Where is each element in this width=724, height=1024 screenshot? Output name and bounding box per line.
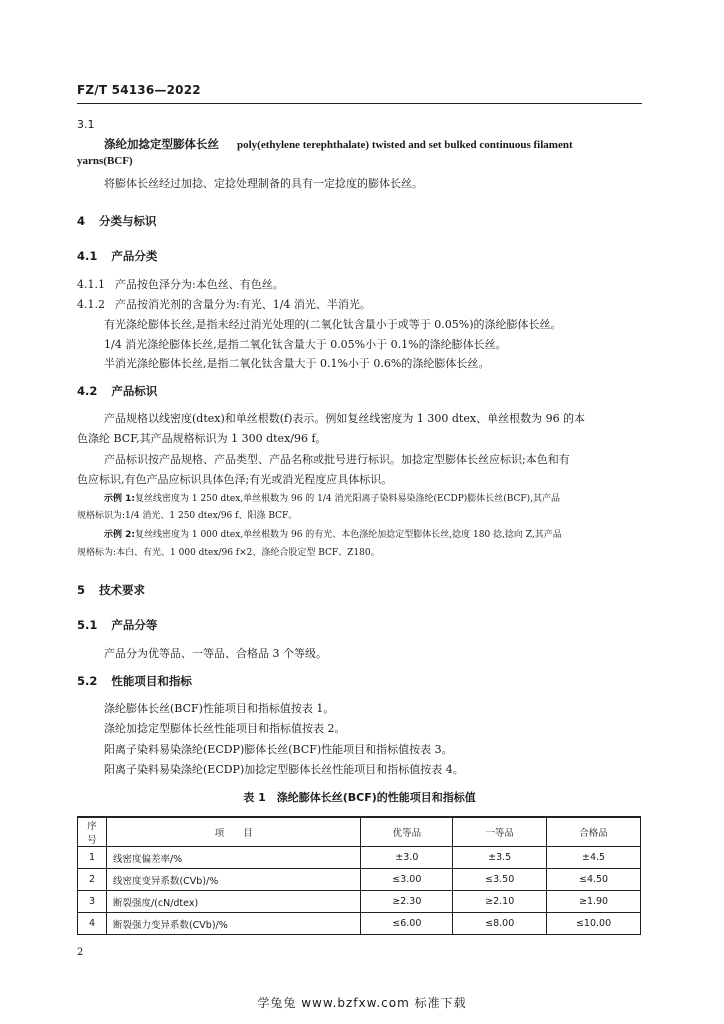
table-1-title: 表 1 涤纶膨体长丝(BCF)的性能项目和指标值	[243, 791, 476, 804]
clause-3-1-definition: 将膨体长丝经过加捻、定捻处理制备的具有一定捻度的膨体长丝。	[104, 177, 423, 190]
clause-3-1-term	[104, 136, 573, 152]
table-header-row	[78, 817, 641, 847]
clause-4-2-para1-line1: 产品规格以线密度(dtex)和单丝根数(f)表示。例如复丝线密度为 1 300 dtex、单丝根数为 96 的本	[104, 412, 586, 425]
clause-5-2-line2: 涤纶加捻定型膨体长丝性能项目和指标值按表 2。	[104, 722, 346, 735]
cell-superior: ±3.0	[361, 847, 453, 869]
table-row	[78, 869, 641, 891]
example-1-line2: 规格标识为:1/4 消光、1 250 dtex/96 f、阳涤 BCF。	[77, 511, 298, 521]
cell-first: ≥2.10	[453, 891, 547, 913]
cell-qualified: ≥1.90	[547, 891, 641, 913]
cell-superior: ≤6.00	[361, 913, 453, 935]
clause-5-2-line3: 阳离子染料易染涤纶(ECDP)膨体长丝(BCF)性能项目和指标值按表 3。	[104, 743, 453, 756]
cell-item: 线密度偏差率/%	[106, 847, 360, 869]
clause-4-1-2-p3: 半消光涤纶膨体长丝,是指二氧化钛含量大于 0.1%小于 0.6%的涤纶膨体长丝。	[104, 357, 490, 370]
clause-4-2-para1-line2: 色涤纶 BCF,其产品规格标识为 1 300 dtex/96 f。	[77, 432, 327, 445]
standard-number: FZ/T 54136—2022	[77, 83, 201, 97]
cell-first: ≤3.50	[453, 869, 547, 891]
cell-item: 线密度变异系数(CVb)/%	[106, 869, 360, 891]
clause-4-1-2-p2: 1/4 消光涤纶膨体长丝,是指二氧化钛含量大于 0.05%小于 0.1%的涤纶膨体长丝。	[104, 338, 507, 351]
header-rule	[77, 103, 642, 104]
site-watermark-footer[interactable]: 学兔兔 www.bzfxw.com 标准下载	[257, 996, 467, 1010]
col-header-superior: 优等品	[361, 817, 453, 847]
example-2-line1: 示例 2:复丝线密度为 1 000 dtex,单丝根数为 96 的有光、本色涤纶加捻定型膨体长丝,捻度 180 捻,捻向 Z,其产品	[104, 530, 562, 540]
clause-4-1-1: 4.1.1 产品按色泽分为:本色丝、有色丝。	[77, 278, 284, 291]
clause-4-2-para2-line1: 产品标识按产品规格、产品类型、产品名称或批号进行标识。加捻定型膨体长丝应标识;本色和有	[104, 453, 570, 466]
section-5-1-heading: 5.1 产品分等	[77, 618, 158, 632]
clause-4-1-2-p1: 有光涤纶膨体长丝,是指未经过消光处理的(二氧化钛含量小于或等于 0.05%)的涤纶膨体长丝。	[104, 318, 562, 331]
cell-qualified: ±4.5	[547, 847, 641, 869]
clause-5-1-text: 产品分为优等品、一等品、合格品 3 个等级。	[104, 647, 327, 660]
clause-4-2-para2-line2: 色应标识,有色产品应标识具体色泽;有光或消光程度应具体标识。	[77, 473, 393, 486]
section-4-1-heading: 4.1 产品分类	[77, 249, 158, 263]
cell-item: 断裂强度/(cN/dtex)	[106, 891, 360, 913]
col-header-index: 序号	[78, 817, 107, 847]
cell-first: ±3.5	[453, 847, 547, 869]
section-4-heading: 4 分类与标识	[77, 214, 157, 228]
page-number: 2	[77, 947, 84, 958]
cell-index: 1	[78, 847, 107, 869]
term-english-cont: yarns(BCF)	[77, 155, 133, 167]
term-english: poly(ethylene terephthalate) twisted and set bulked continuous filament	[237, 139, 573, 151]
clause-5-2-line4: 阳离子染料易染涤纶(ECDP)加捻定型膨体长丝性能项目和指标值按表 4。	[104, 763, 464, 776]
section-4-2-heading: 4.2 产品标识	[77, 384, 158, 398]
section-5-heading: 5 技术要求	[77, 583, 146, 597]
table-row	[78, 891, 641, 913]
col-header-qualified: 合格品	[547, 817, 641, 847]
cell-qualified: ≤10.00	[547, 913, 641, 935]
table-1	[77, 816, 641, 935]
example-1-line1: 示例 1:复丝线密度为 1 250 dtex,单丝根数为 96 的 1/4 消光阳离子染料易染涤纶(ECDP)膨体长丝(BCF),其产品	[104, 494, 561, 504]
table-row	[78, 913, 641, 935]
cell-first: ≤8.00	[453, 913, 547, 935]
section-5-2-heading: 5.2 性能项目和指标	[77, 674, 192, 688]
cell-index: 2	[78, 869, 107, 891]
col-header-first: 一等品	[453, 817, 547, 847]
example-2-line2: 规格标为:本白、有光、1 000 dtex/96 f×2、涤纶合股定型 BCF、Z180。	[77, 548, 380, 558]
clause-4-1-2: 4.1.2 产品按消光剂的含量分为:有光、1/4 消光、半消光。	[77, 298, 371, 311]
term-chinese: 涤纶加捻定型膨体长丝	[104, 137, 219, 151]
clause-3-1-number: 3.1	[77, 118, 95, 131]
cell-index: 3	[78, 891, 107, 913]
cell-superior: ≤3.00	[361, 869, 453, 891]
cell-superior: ≥2.30	[361, 891, 453, 913]
cell-item: 断裂强力变异系数(CVb)/%	[106, 913, 360, 935]
table-row	[78, 847, 641, 869]
col-header-item: 项 目	[106, 817, 360, 847]
clause-5-2-line1: 涤纶膨体长丝(BCF)性能项目和指标值按表 1。	[104, 702, 335, 715]
cell-qualified: ≤4.50	[547, 869, 641, 891]
cell-index: 4	[78, 913, 107, 935]
